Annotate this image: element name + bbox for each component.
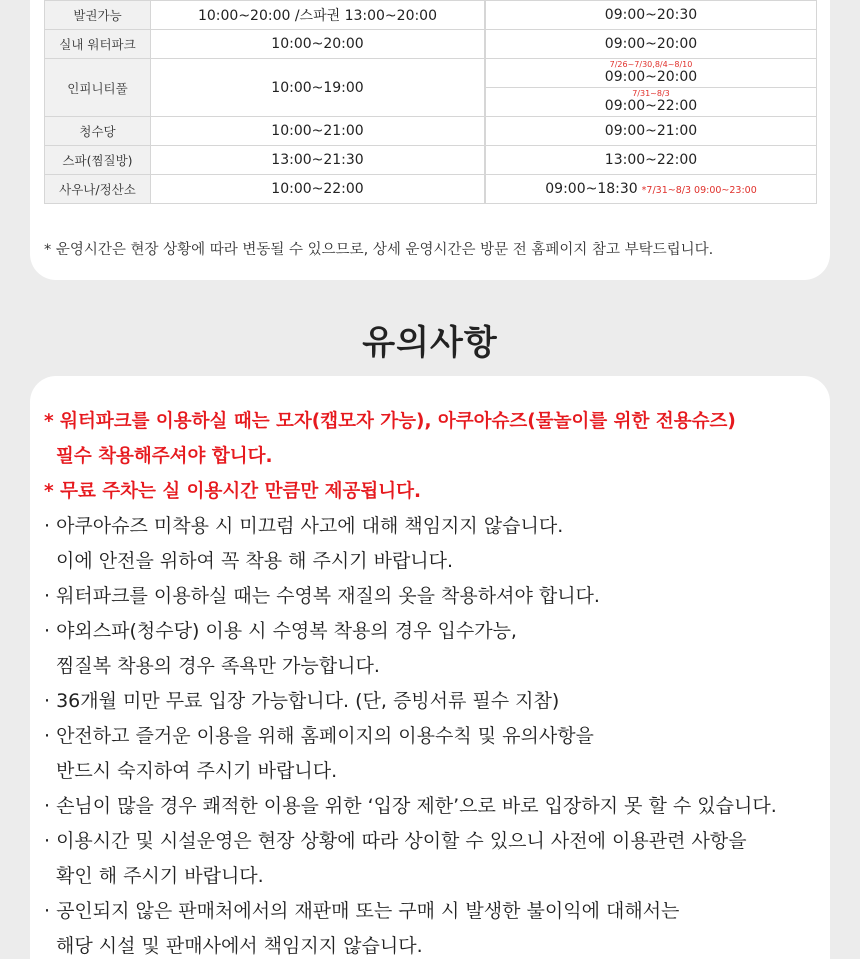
table-row	[45, 59, 817, 88]
table-row	[45, 175, 817, 204]
notice-list	[44, 404, 834, 959]
notice-line-cont: 필수 착용해주셔야 합니다.	[56, 446, 273, 467]
notice-line: · 아쿠아슈즈 미착용 시 미끄럼 사고에 대해 책임지지 않습니다.	[44, 515, 564, 537]
notice-line: · 야외스파(청수당) 이용 시 수영복 착용의 경우 입수가능,	[44, 620, 517, 642]
peak-hours: 09:00~20:00	[486, 30, 817, 59]
section-title: 유의사항	[362, 323, 498, 363]
notice-line: * 무료 주차는 실 이용시간 만큼만 제공됩니다.	[44, 481, 422, 502]
list-item	[44, 719, 834, 789]
list-item	[44, 614, 834, 684]
peak-hours: 09:00~21:00	[486, 117, 817, 146]
period-note: 7/26~7/30,8/4~8/10	[609, 60, 693, 70]
list-item	[44, 474, 834, 509]
peak-hours-period-a	[486, 59, 817, 88]
row-label: 사우나/정산소	[45, 175, 151, 204]
period-hours: 09:00~22:00	[604, 97, 698, 114]
peak-hours-period-b	[486, 88, 817, 117]
notice-line: · 손님이 많을 경우 쾌적한 이용을 위한 ‘입장 제한’으로 바로 입장하지 못 할 수 있습니다.	[44, 795, 777, 817]
notice-line-cont: 찜질복 착용의 경우 족욕만 가능합니다.	[56, 655, 380, 677]
table-row	[45, 30, 817, 59]
notice-line: · 워터파크를 이용하실 때는 수영복 재질의 옷을 착용하셔야 합니다.	[44, 585, 600, 607]
list-item	[44, 404, 834, 474]
weekday-hours: 10:00~19:00	[151, 59, 485, 117]
notice-line: · 공인되지 않은 판매처에서의 재판매 또는 구매 시 발생한 불이익에 대해서는	[44, 900, 680, 922]
weekday-hours: 10:00~22:00	[151, 175, 485, 204]
notice-line-cont: 확인 해 주시기 바랍니다.	[56, 865, 264, 887]
peak-hours-note: *7/31~8/3 09:00~23:00	[641, 185, 757, 196]
notice-line-cont: 해당 시설 및 판매사에서 책임지지 않습니다.	[56, 935, 423, 957]
notice-line: · 이용시간 및 시설운영은 현장 상황에 따라 상이할 수 있으니 사전에 이용관련 사항을	[44, 830, 747, 852]
table-row	[45, 1, 817, 30]
row-label: 실내 워터파크	[45, 30, 151, 59]
list-item	[44, 684, 834, 719]
list-item	[44, 579, 834, 614]
table-row	[45, 146, 817, 175]
hours-table	[44, 0, 817, 204]
period-hours: 09:00~20:00	[604, 68, 698, 85]
weekday-hours: 10:00~20:00 /스파권 13:00~20:00	[151, 1, 485, 30]
peak-hours	[486, 175, 817, 204]
list-item	[44, 509, 834, 579]
weekday-hours: 10:00~20:00	[151, 30, 485, 59]
list-item	[44, 894, 834, 959]
notice-line: · 안전하고 즐거운 이용을 위해 홈페이지의 이용수칙 및 유의사항을	[44, 725, 594, 747]
weekday-hours: 10:00~21:00	[151, 117, 485, 146]
row-label: 스파(찜질방)	[45, 146, 151, 175]
row-label: 청수당	[45, 117, 151, 146]
peak-hours: 09:00~20:30	[486, 1, 817, 30]
hours-note: * 운영시간은 현장 상황에 따라 변동될 수 있으므로, 상세 운영시간은 방문 전 홈페이지 참고 부탁드립니다.	[44, 242, 714, 258]
list-item	[44, 824, 834, 894]
period-note: 7/31~8/3	[632, 89, 670, 99]
list-item	[44, 789, 834, 824]
table-row	[45, 117, 817, 146]
peak-hours-value: 09:00~18:30	[545, 181, 638, 197]
row-label: 인피니티풀	[45, 59, 151, 117]
row-label: 발권가능	[45, 1, 151, 30]
notice-line-cont: 이에 안전을 위하여 꼭 착용 해 주시기 바랍니다.	[56, 550, 454, 572]
notice-line: * 워터파크를 이용하실 때는 모자(캡모자 가능), 아쿠아슈즈(물놀이를 위한 전용슈즈)	[44, 411, 736, 432]
weekday-hours: 13:00~21:30	[151, 146, 485, 175]
notice-line-cont: 반드시 숙지하여 주시기 바랍니다.	[56, 760, 338, 782]
peak-hours: 13:00~22:00	[486, 146, 817, 175]
notice-line: · 36개월 미만 무료 입장 가능합니다. (단, 증빙서류 필수 지참)	[44, 690, 560, 712]
